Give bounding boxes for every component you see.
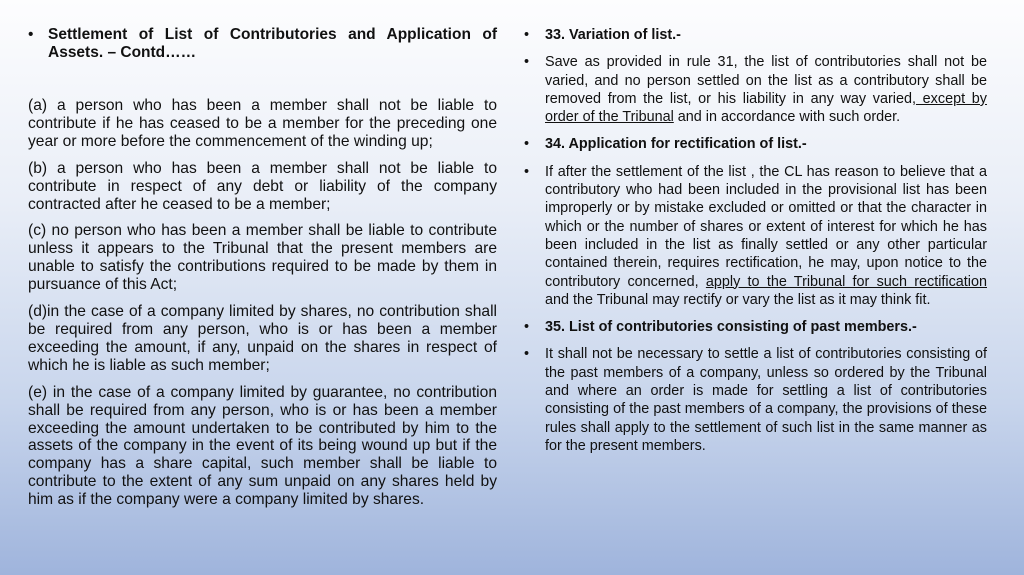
- rule-34-underlined: apply to the Tribunal for such rectification: [705, 273, 987, 290]
- rule-33-text: [545, 53, 987, 126]
- rule-35-body: [524, 345, 987, 455]
- clause-e: (e) in the case of a company limited by guarantee, no contribution shall be required from any person, who is or has been a member exceeding the amount undertaken to be contributed by him to the assets of the company in the event of its being wound up but if the company has a share capital, such member shall be liable to contribute to the extent of any sum unpaid on any shares held by him as if the company were a company limited by shares.: [28, 383, 497, 509]
- rule-33-text-a: Save as provided in rule 31, the list of contributories shall not be varied, and no person settled on the list as a contributory shall be removed from the list, or his liability in any way varied,: [545, 54, 987, 107]
- clause-c: (c) no person who has been a member shall be liable to contribute unless it appears to the Tribunal that the present members are unable to satisfy the contributions required to be made by them in pursuance of this Act;: [28, 222, 497, 294]
- bullet-icon: •: [524, 136, 530, 153]
- clause-a: (a) a person who has been a member shall not be liable to contribute if he has ceased to be a member for the preceding one year or more before the commencement of the winding up;: [28, 97, 497, 150]
- rule-33-underlined: except by order of the Tribunal: [545, 90, 987, 126]
- bullet-icon: •: [524, 27, 530, 43]
- left-column: [28, 26, 497, 518]
- left-heading-text: Settlement of List of Contributories and Application of Assets. – Contd……: [48, 26, 497, 61]
- rule-33-text-b: and in accordance with such order.: [673, 109, 901, 126]
- bullet-icon: •: [524, 346, 530, 363]
- clause-d: (d)in the case of a company limited by shares, no contribution shall be required from any person, who is or has been a member exceeding the amount, if any, unpaid on the shares in respect of which he is liable as such member;: [28, 303, 497, 374]
- bullet-icon: •: [524, 54, 530, 71]
- rule-34-text-b: and the Tribunal may rectify or vary the list as it may think fit.: [545, 291, 931, 308]
- bullet-icon: •: [524, 319, 530, 336]
- bullet-icon: •: [28, 26, 34, 43]
- rule-34-text: [545, 163, 987, 309]
- clause-b: (b) a person who has been a member shall not be liable to contribute in respect of any debt or liability of the company contracted after he ceased to be a member;: [28, 159, 497, 213]
- rule-33-body: [524, 53, 987, 126]
- rule-34-heading: [524, 135, 987, 153]
- rule-34-heading-text: 34. Application for rectification of list.-: [545, 136, 807, 153]
- bullet-icon: •: [524, 163, 530, 180]
- left-heading: [28, 26, 497, 62]
- rule-35-heading: [524, 318, 987, 336]
- rule-33-heading-text: 33. Variation of list.-: [545, 27, 681, 43]
- right-column: [524, 26, 987, 464]
- rule-34-text-a: If after the settlement of the list , the CL has reason to believe that a contributory who had been included in the provisional list has been improperly or by mistake excluded or omitted or that the character in which or the number of shares or extent of interest for which he has been included in the list as finally settled or any other particular contained therein, requires rectification, he may, upon notice to the contributory concerned,: [545, 163, 987, 290]
- rule-35-text: It shall not be necessary to settle a list of contributories consisting of the past members of a company, unless so ordered by the Tribunal and where an order is made for settling a list of contributories consisting of the past members of a company, the provisions of these rules shall apply to the settlement of such list in the same manner as for the present members.: [545, 346, 987, 454]
- rule-35-heading-text: 35. List of contributories consisting of past members.-: [545, 319, 917, 336]
- rule-33-heading: [524, 26, 987, 44]
- rule-34-body: [524, 163, 987, 309]
